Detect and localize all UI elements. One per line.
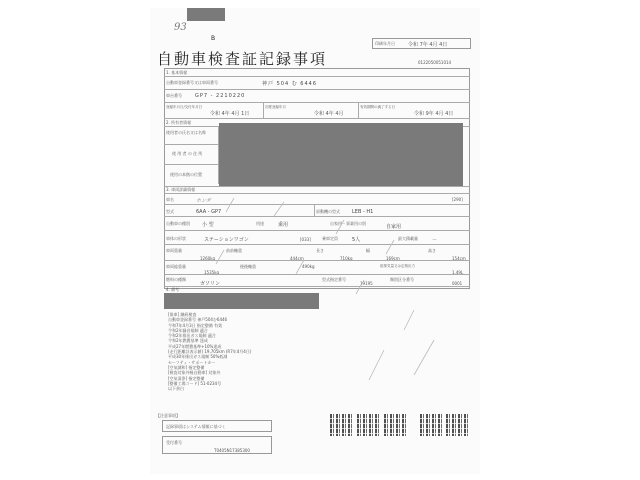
rear-axle-label: 後後軸重 bbox=[240, 264, 256, 269]
rear-axle: 490kg bbox=[302, 264, 315, 269]
note-line: [検査対象外軽自動車] 対象外 bbox=[168, 370, 221, 376]
maker-code: [290] bbox=[452, 197, 463, 202]
height: 154cm bbox=[452, 256, 466, 261]
model-label: 型式 bbox=[166, 209, 174, 214]
category-label: 自動車の種別 bbox=[166, 221, 190, 226]
expiry-label: 有効期間の満了する日 bbox=[360, 105, 395, 109]
width-label: 幅 bbox=[366, 248, 370, 253]
engine-label: 原動機の型式 bbox=[316, 209, 340, 214]
note-line: [保車] 継続検査 bbox=[168, 312, 197, 317]
body-label: 車体の形状 bbox=[166, 236, 186, 241]
section-basic-header: 1. 基本情報 bbox=[166, 70, 188, 75]
max-load: － bbox=[432, 237, 438, 243]
footer-note: 記録事項はシステム情報に基づく bbox=[166, 424, 226, 429]
note-line: 令和2年騒音規制 適合 bbox=[168, 327, 208, 333]
gross-label: 車両総重量 bbox=[166, 264, 186, 269]
issue-date-label: 印刷年月日 bbox=[375, 41, 395, 46]
front-axle-label: 前前軸重 bbox=[226, 248, 242, 253]
gross: 1535kg bbox=[204, 270, 220, 275]
chassis: GP7 - 2210220 bbox=[195, 93, 246, 99]
note-line: 令和7年4月3日 指定整備 有効 bbox=[168, 322, 223, 328]
maker-label: 車名 bbox=[166, 197, 174, 202]
first-year: 令和 4年 4月 bbox=[314, 111, 344, 117]
note-line: [整備工場コード] 51-0234号 bbox=[168, 380, 222, 386]
note-line: 令和2年燃費基準 達成 bbox=[168, 338, 208, 344]
note-line: 平成27年燃費基準+10%達成 bbox=[168, 343, 222, 349]
qr-code-3 bbox=[384, 414, 408, 436]
document-title: 自動車検査証記録事項 bbox=[157, 50, 328, 68]
displacement: 1.49L bbox=[452, 270, 464, 275]
qr-code-4 bbox=[420, 414, 444, 436]
qr-code-1 bbox=[330, 414, 354, 436]
footer-id-label: 受付番号 bbox=[166, 440, 182, 445]
capacity-label: 乗車定員 bbox=[322, 236, 338, 241]
mark-b: B bbox=[211, 35, 216, 42]
maker: ホンダ bbox=[196, 198, 211, 204]
class-no-label: 類別区分番号 bbox=[390, 277, 414, 282]
length: 444cm bbox=[290, 256, 304, 261]
body: ステーションワゴン bbox=[204, 237, 249, 243]
body-code: [033] bbox=[300, 237, 311, 242]
length-label: 長さ bbox=[316, 248, 324, 253]
note-line: 以下余白 bbox=[168, 386, 184, 392]
first-reg: 令和 4年 4月 1日 bbox=[210, 111, 250, 117]
biz-label: 自家用・事業用の別 bbox=[330, 221, 366, 226]
biz: 自家用 bbox=[386, 224, 402, 230]
weight-label: 車両重量 bbox=[166, 248, 182, 253]
max-load-label: 最大積載量 bbox=[398, 236, 418, 241]
section-owner-header: 2. 所有者情報 bbox=[166, 120, 192, 125]
issue-date: 令和 7年 4月 4日 bbox=[408, 42, 448, 48]
front-axle: 710kg bbox=[340, 256, 353, 261]
engine: LEB - H1 bbox=[352, 209, 374, 215]
page-number: 93 bbox=[174, 22, 187, 33]
base-location-label: 使用の本拠の位置 bbox=[170, 172, 202, 177]
width: 169cm bbox=[386, 256, 400, 261]
expiry: 令和 9年 4月 4日 bbox=[414, 111, 454, 117]
use: 乗用 bbox=[278, 222, 289, 228]
footer-id: T0405N17385300 bbox=[214, 448, 250, 453]
note-line: 平成30年排出ガス規制 50%低減 bbox=[168, 354, 228, 360]
first-year-label: 初度登録年月 bbox=[265, 105, 286, 109]
fuel: ガソリン bbox=[200, 281, 221, 287]
owner-address-label: 使 用 者 の 住 所 bbox=[172, 151, 203, 156]
owner-name-label: 使用者の氏名又は名称 bbox=[166, 130, 206, 135]
model: 6AA - GP7 bbox=[196, 209, 222, 215]
footer-label: 【注意事項】 bbox=[156, 413, 180, 418]
fuel-label: 燃料の種類 bbox=[166, 277, 186, 282]
section-vehicle-header: 3. 車両詳細情報 bbox=[166, 187, 196, 192]
weight: 1260kg bbox=[200, 256, 216, 261]
serial-number: 0122050051014 bbox=[418, 60, 452, 65]
section-notes-header: 4. 備考 bbox=[166, 287, 180, 292]
type-no-label: 型式指定番号 bbox=[322, 277, 346, 282]
use-label: 用途 bbox=[256, 221, 264, 226]
qr-code-2 bbox=[357, 414, 381, 436]
displacement-label: 総排気量又は定格出力 bbox=[380, 264, 415, 268]
note-line: セーフティ・サポートカー bbox=[168, 359, 216, 365]
qr-code-5 bbox=[446, 414, 470, 436]
note-line: 令和2年排出ガス規制 適合 bbox=[168, 333, 216, 339]
note-line: (走行距離計表示値) 19,705km (R7年4月4日) bbox=[168, 349, 252, 355]
reg-no: 神戸 504 む 6446 bbox=[262, 81, 318, 87]
redaction-top bbox=[187, 8, 225, 21]
category: 小 型 bbox=[202, 222, 214, 228]
class-no: 0001 bbox=[452, 281, 463, 286]
type-no: 19195 bbox=[360, 281, 373, 286]
redaction-owner bbox=[219, 123, 463, 186]
height-label: 高さ bbox=[428, 248, 436, 253]
note-line: 自動車登録番号 神戸504む6446 bbox=[168, 317, 228, 323]
pen-marks bbox=[164, 190, 474, 390]
note-line: [空気清浄] 指定整備 bbox=[168, 375, 205, 381]
reg-no-label: 自動車登録番号又は車両番号 bbox=[166, 80, 218, 85]
note-line: [空気調和] 指定整備 bbox=[168, 364, 205, 370]
capacity: 5人 bbox=[352, 237, 361, 243]
chassis-label: 車台番号 bbox=[166, 93, 182, 98]
first-reg-label: 登録年月日/交付年月日 bbox=[166, 105, 203, 109]
